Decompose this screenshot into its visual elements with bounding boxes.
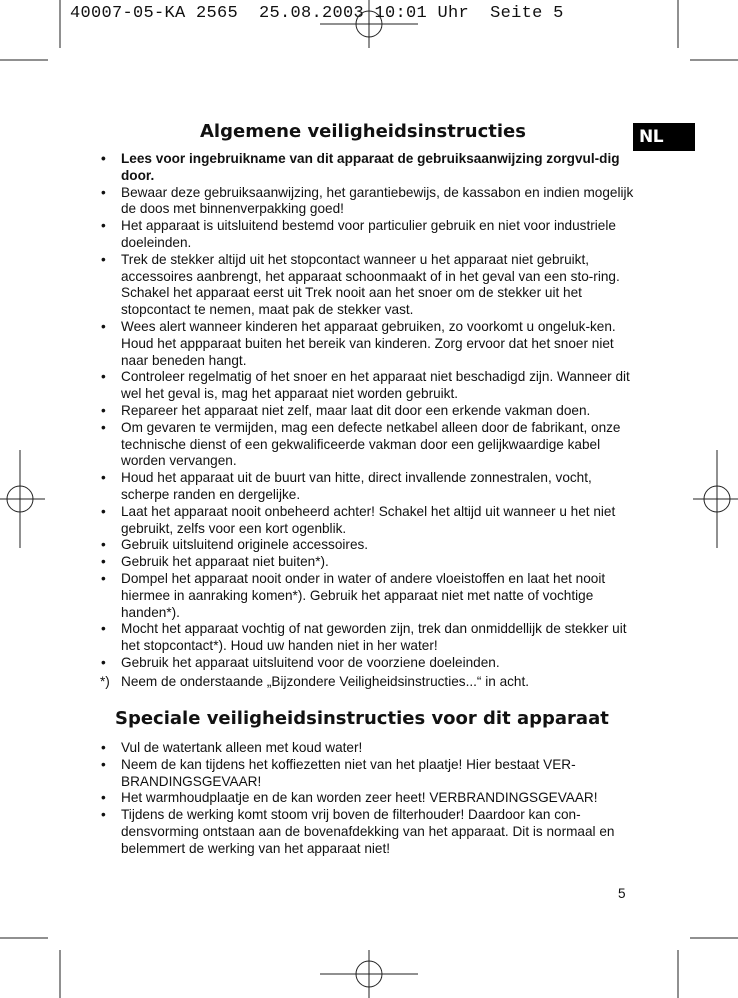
page-number: 5 [618,886,626,901]
footnote-text: Neem de onderstaande „Bijzondere Veiligheidsinstructies...“ in acht. [121,674,530,689]
list-item: • Wees alert wanneer kinderen het apparaat gebruiken, zo voorkomt u ongeluk-ken. Houd het appparaat buiten het bereik van kinderen. Zorg ervoor dat het snoer niet naar beneden hangt. [100,319,635,369]
list-item: • Gebruik uitsluitend originele accessoires. [100,537,635,554]
special-safety-list [100,740,635,858]
list-item: • Laat het apparaat nooit onbeheerd achter! Schakel het altijd uit wanneer u het niet gebruikt, zelfs voor een kort ogenblik. [100,504,635,538]
list-item: • Neem de kan tijdens het koffiezetten niet van het plaatje! Hier bestaat VER-BRANDINGSGEVAAR! [100,757,635,791]
footnote-marker: *) [100,674,110,689]
list-item: • Gebruik het apparaat niet buiten*). [100,554,635,571]
section-title-general-safety: Algemene veiligheidsinstructies [200,121,526,142]
registration-mark-bottom [320,950,418,998]
list-item: • Houd het apparaat uit de buurt van hitte, direct invallende zonnestralen, vocht, scherpe randen en dergelijke. [100,470,635,504]
registration-mark-left [0,450,45,548]
list-item: • Controleer regelmatig of het snoer en het apparaat niet beschadigd zijn. Wanneer dit wel het geval is, mag het apparaat niet worden gebruikt. [100,369,635,403]
list-item: • Vul de watertank alleen met koud water! [100,740,635,757]
list-item: • Gebruik het apparaat uitsluitend voor de voorziene doeleinden. [100,655,635,672]
registration-mark-right [693,450,738,548]
list-item: • Lees voor ingebruikname van dit apparaat de gebruiksaanwijzing zorgvul-dig door. [100,151,635,185]
registration-mark-top [320,0,418,48]
list-item: • Repareer het apparaat niet zelf, maar laat dit door een erkende vakman doen. [100,403,635,420]
print-header: 40007-05-KA 2565 25.08.2003 10:01 Uhr Seite 5 [70,4,564,23]
language-tab: NL [633,123,695,151]
general-safety-list [100,151,635,672]
list-item: • Mocht het apparaat vochtig of nat geworden zijn, trek dan onmiddellijk de stekker uit het stopcontact*). Houd uw handen niet in her water! [100,621,635,655]
list-item: • Het apparaat is uitsluitend bestemd voor particulier gebruik en niet voor industriele doeleinden. [100,218,635,252]
list-item: • Bewaar deze gebruiksaanwijzing, het garantiebewijs, de kassabon en indien mogelijk de doos met binnenverpakking goed! [100,185,635,219]
section-title-special-safety: Speciale veiligheidsinstructies voor dit apparaat [115,708,609,729]
footnote [100,674,529,689]
list-item: • Het warmhoudplaatje en de kan worden zeer heet! VERBRANDINGSGEVAAR! [100,790,635,807]
list-item: • Dompel het apparaat nooit onder in water of andere vloeistoffen en laat het nooit hiermee in aanraking komen*). Gebruik het apparaat niet met natte of vochtige handen*). [100,571,635,621]
list-item: • Om gevaren te vermijden, mag een defecte netkabel alleen door de fabrikant, onze technische dienst of een gekwalificeerde vakman door een gelijkwaardige kabel worden vervangen. [100,420,635,470]
list-item: • Tijdens de werking komt stoom vrij boven de filterhouder! Daardoor kan con-densvorming ontstaan aan de bovenafdekking van het apparaat. Dit is normaal en belemmert de werking van het apparaat niet! [100,807,635,857]
list-item: • Trek de stekker altijd uit het stopcontact wanneer u het apparaat niet gebruikt, accessoires aanbrengt, het apparaat schoonmaakt of in het geval van een sto-ring. Schakel het apparaat eerst uit Trek nooit aan het snoer om de stekker uit het stopcontact te nemen, maat pak de stekker vast. [100,252,635,319]
